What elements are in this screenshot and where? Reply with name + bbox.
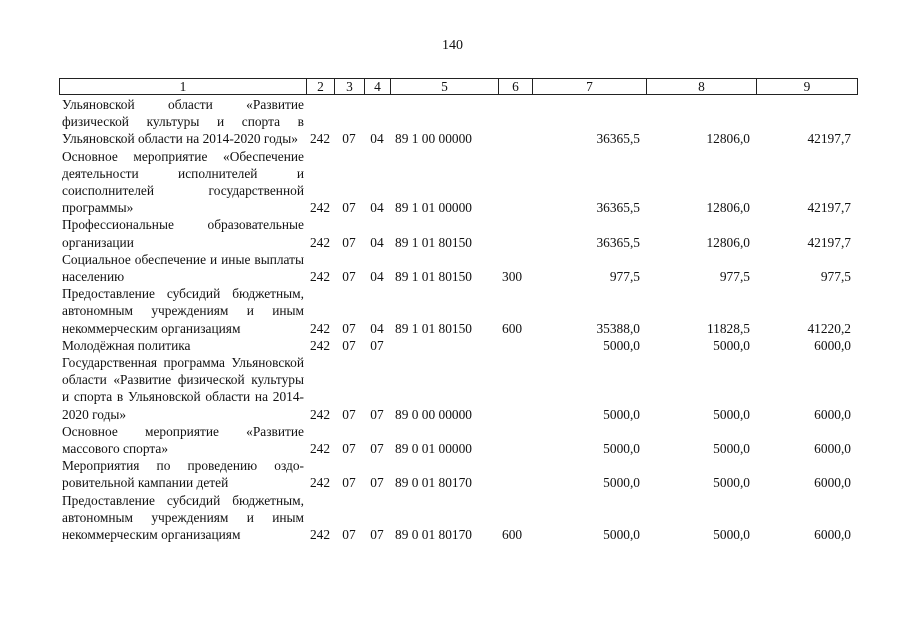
row-value-7: 977,5 — [609, 269, 640, 285]
row-grbs: 242 — [309, 320, 331, 336]
row-value-8: 12806,0 — [706, 234, 750, 250]
row-subsection: 07 — [370, 337, 384, 353]
row-value-9: 6000,0 — [814, 337, 851, 353]
row-grbs: 242 — [309, 527, 331, 543]
row-grbs: 242 — [309, 475, 331, 491]
row-value-8: 12806,0 — [706, 200, 750, 216]
row-section: 07 — [342, 269, 356, 285]
row-section: 07 — [342, 406, 356, 422]
row-name: Ульяновской области «Развитие физической культуры и спорта в Ульяновской области на 2014-2020 годы» — [62, 97, 304, 147]
row-expense-type — [498, 457, 532, 491]
row-value-7: 36365,5 — [596, 200, 640, 216]
row-expense-type: 300 — [502, 269, 523, 285]
column-header-5: 5 — [391, 79, 499, 95]
column-header-4: 4 — [365, 79, 391, 95]
row-target-article: 89 0 01 80170 — [395, 475, 472, 491]
column-header-3: 3 — [335, 79, 365, 95]
row-subsection: 04 — [370, 131, 384, 147]
table-row — [59, 285, 857, 337]
row-expense-type — [498, 354, 532, 423]
table-row — [59, 457, 857, 491]
row-name: Профессиональные образовательные организации — [62, 217, 304, 250]
row-expense-type: 600 — [502, 527, 523, 543]
row-target-article: 89 1 01 80150 — [395, 234, 472, 250]
row-section: 07 — [342, 441, 356, 457]
row-subsection: 04 — [370, 320, 384, 336]
row-expense-type — [498, 216, 532, 250]
row-section: 07 — [342, 234, 356, 250]
row-value-9: 42197,7 — [807, 234, 851, 250]
row-value-7: 36365,5 — [596, 234, 640, 250]
row-value-7: 5000,0 — [603, 527, 640, 543]
row-value-9: 6000,0 — [814, 527, 851, 543]
table-row — [59, 148, 857, 217]
table-row — [59, 492, 857, 544]
row-target-article: 89 0 00 00000 — [395, 406, 472, 422]
row-expense-type — [498, 96, 532, 148]
column-header-7: 7 — [533, 79, 647, 95]
row-target-article: 89 1 01 00000 — [395, 200, 472, 216]
row-value-8: 11828,5 — [706, 320, 750, 336]
row-name: Основное мероприятие «Обеспечение деятельности исполнителей и соисполнителей государственной программы» — [62, 148, 304, 216]
row-value-8: 12806,0 — [706, 131, 750, 147]
row-section: 07 — [342, 337, 356, 353]
row-value-8: 5000,0 — [713, 441, 750, 457]
table-row — [59, 423, 857, 457]
row-value-8: 5000,0 — [713, 527, 750, 543]
row-value-9: 41220,2 — [807, 320, 851, 336]
row-target-article — [390, 337, 498, 354]
row-grbs: 242 — [309, 406, 331, 422]
row-value-7: 5000,0 — [603, 406, 640, 422]
table-row — [59, 96, 857, 148]
row-section: 07 — [342, 320, 356, 336]
row-subsection: 07 — [370, 406, 384, 422]
row-value-9: 6000,0 — [814, 475, 851, 491]
row-subsection: 07 — [370, 475, 384, 491]
row-grbs: 242 — [309, 337, 331, 353]
row-value-7: 5000,0 — [603, 475, 640, 491]
column-header-6: 6 — [499, 79, 533, 95]
row-expense-type: 600 — [502, 320, 523, 336]
column-header-table — [59, 78, 858, 95]
row-target-article: 89 1 00 00000 — [395, 131, 472, 147]
row-value-9: 42197,7 — [807, 131, 851, 147]
column-header-1: 1 — [60, 79, 307, 95]
row-target-article: 89 0 01 00000 — [395, 441, 472, 457]
row-value-9: 977,5 — [820, 269, 851, 285]
row-expense-type — [498, 423, 532, 457]
row-subsection: 04 — [370, 269, 384, 285]
row-section: 07 — [342, 475, 356, 491]
row-grbs: 242 — [309, 441, 331, 457]
row-value-7: 5000,0 — [603, 441, 640, 457]
row-value-9: 42197,7 — [807, 200, 851, 216]
row-name: Предоставление субсидий бюджетным, автономным учреждениям и иным некоммерческим организациям — [62, 286, 304, 336]
row-value-7: 5000,0 — [603, 337, 640, 353]
table-row — [59, 216, 857, 250]
page-number: 140 — [442, 38, 463, 53]
column-header-row — [60, 79, 858, 95]
row-name: Молодёжная политика — [62, 337, 191, 353]
budget-table — [59, 96, 857, 543]
column-header-9: 9 — [757, 79, 858, 95]
row-section: 07 — [342, 200, 356, 216]
row-name: Предоставление субсидий бюджетным, автономным учреждениям и иным некоммерческим организациям — [62, 492, 304, 543]
row-grbs: 242 — [309, 234, 331, 250]
row-subsection: 07 — [370, 441, 384, 457]
row-value-7: 36365,5 — [596, 131, 640, 147]
row-target-article: 89 0 01 80170 — [395, 527, 472, 543]
row-name: Мероприятия по проведению оздоровительной кампании детей — [62, 458, 304, 491]
row-subsection: 04 — [370, 200, 384, 216]
row-section: 07 — [342, 527, 356, 543]
table-row — [59, 251, 857, 285]
row-value-8: 5000,0 — [713, 475, 750, 491]
table-body — [59, 96, 857, 543]
row-value-8: 5000,0 — [713, 406, 750, 422]
row-name: Государственная программа Ульяновской области «Развитие физической культуры и спорта в Ульяновской области на 2014-2020 годы» — [62, 355, 304, 422]
row-target-article: 89 1 01 80150 — [395, 269, 472, 285]
row-value-9: 6000,0 — [814, 406, 851, 422]
row-grbs: 242 — [309, 269, 331, 285]
row-name: Социальное обеспечение и иные выплаты населению — [62, 251, 304, 285]
column-header-8: 8 — [647, 79, 757, 95]
row-subsection: 04 — [370, 234, 384, 250]
row-name: Основное мероприятие «Развитие массового спорта» — [62, 423, 304, 457]
row-value-9: 6000,0 — [814, 441, 851, 457]
row-expense-type — [498, 148, 532, 217]
row-value-7: 35388,0 — [596, 320, 640, 336]
row-target-article: 89 1 01 80150 — [395, 320, 472, 336]
table-row — [59, 354, 857, 423]
row-expense-type — [498, 337, 532, 354]
row-section: 07 — [342, 131, 356, 147]
row-grbs: 242 — [309, 131, 331, 147]
row-subsection: 07 — [370, 527, 384, 543]
row-value-8: 5000,0 — [713, 337, 750, 353]
table-row — [59, 337, 857, 354]
column-header-2: 2 — [307, 79, 335, 95]
row-value-8: 977,5 — [719, 269, 750, 285]
row-grbs: 242 — [309, 200, 331, 216]
